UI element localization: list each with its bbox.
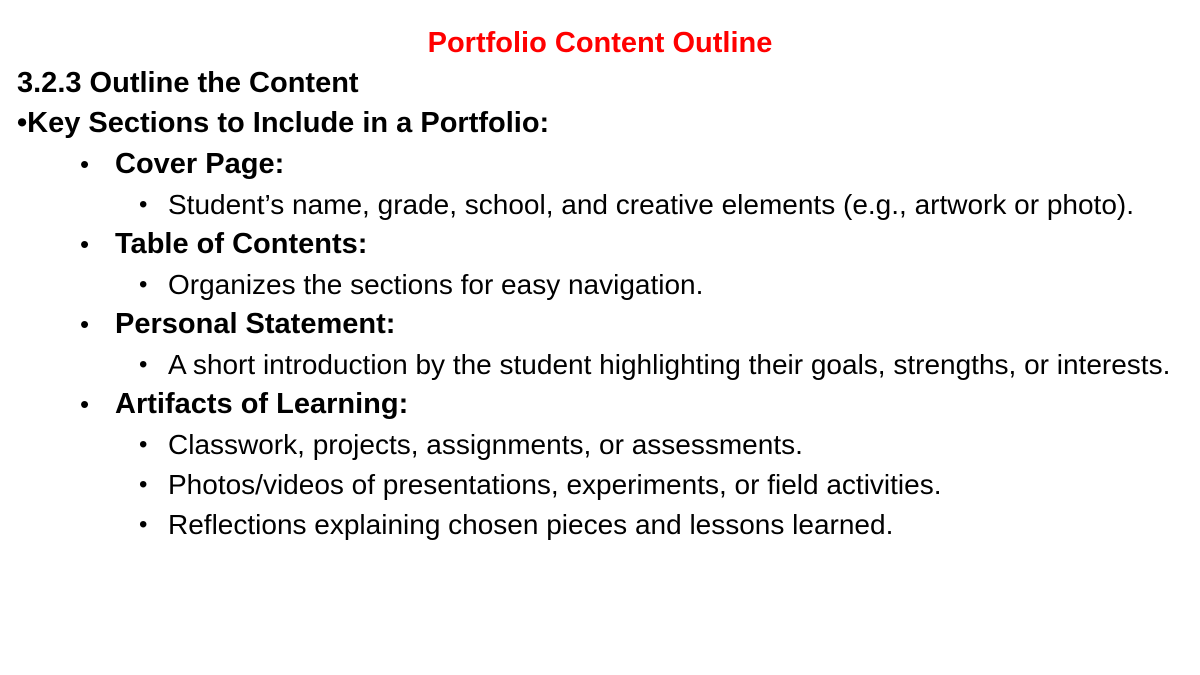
bullet-icon: •: [80, 229, 90, 259]
section-label: Cover Page:: [115, 148, 285, 180]
bullet-icon: •: [80, 309, 90, 339]
section-personal-statement: [0, 305, 1200, 385]
section-heading: 3.2.3 Outline the Content: [17, 67, 359, 99]
bullet-icon: •: [139, 511, 148, 538]
list-item-text: Organizes the sections for easy navigation.: [168, 269, 704, 300]
bullet-icon: •: [139, 191, 148, 218]
bullet-icon: •: [139, 271, 148, 298]
section-label: Personal Statement:: [115, 308, 396, 340]
list-item-text: Student’s name, grade, school, and creative elements (e.g., artwork or photo).: [168, 189, 1134, 220]
key-sections-heading: •Key Sections to Include in a Portfolio:: [17, 107, 550, 139]
list-item-text: A short introduction by the student highlighting their goals, strengths, or interests.: [168, 349, 1171, 380]
bullet-icon: •: [139, 351, 148, 378]
list-item: [0, 425, 1200, 465]
slide-title: Portfolio Content Outline: [427, 27, 773, 59]
section-label: Artifacts of Learning:: [115, 388, 409, 420]
list-item: [0, 505, 1200, 545]
portfolio-sections-list: [0, 145, 1200, 545]
list-item-text: Reflections explaining chosen pieces and lessons learned.: [168, 509, 894, 540]
list-item: [0, 265, 1200, 305]
bullet-icon: •: [139, 431, 148, 458]
bullet-icon: •: [80, 149, 90, 179]
bullet-icon: •: [139, 471, 148, 498]
list-item: [0, 465, 1200, 505]
section-cover-page: [0, 145, 1200, 225]
section-artifacts-of-learning: [0, 385, 1200, 545]
list-item: [0, 185, 1200, 225]
bullet-icon: •: [80, 389, 90, 419]
section-label: Table of Contents:: [115, 228, 368, 260]
list-item: [0, 345, 1200, 385]
section-table-of-contents: [0, 225, 1200, 305]
list-item-text: Photos/videos of presentations, experiments, or field activities.: [168, 469, 942, 500]
list-item-text: Classwork, projects, assignments, or assessments.: [168, 429, 803, 460]
